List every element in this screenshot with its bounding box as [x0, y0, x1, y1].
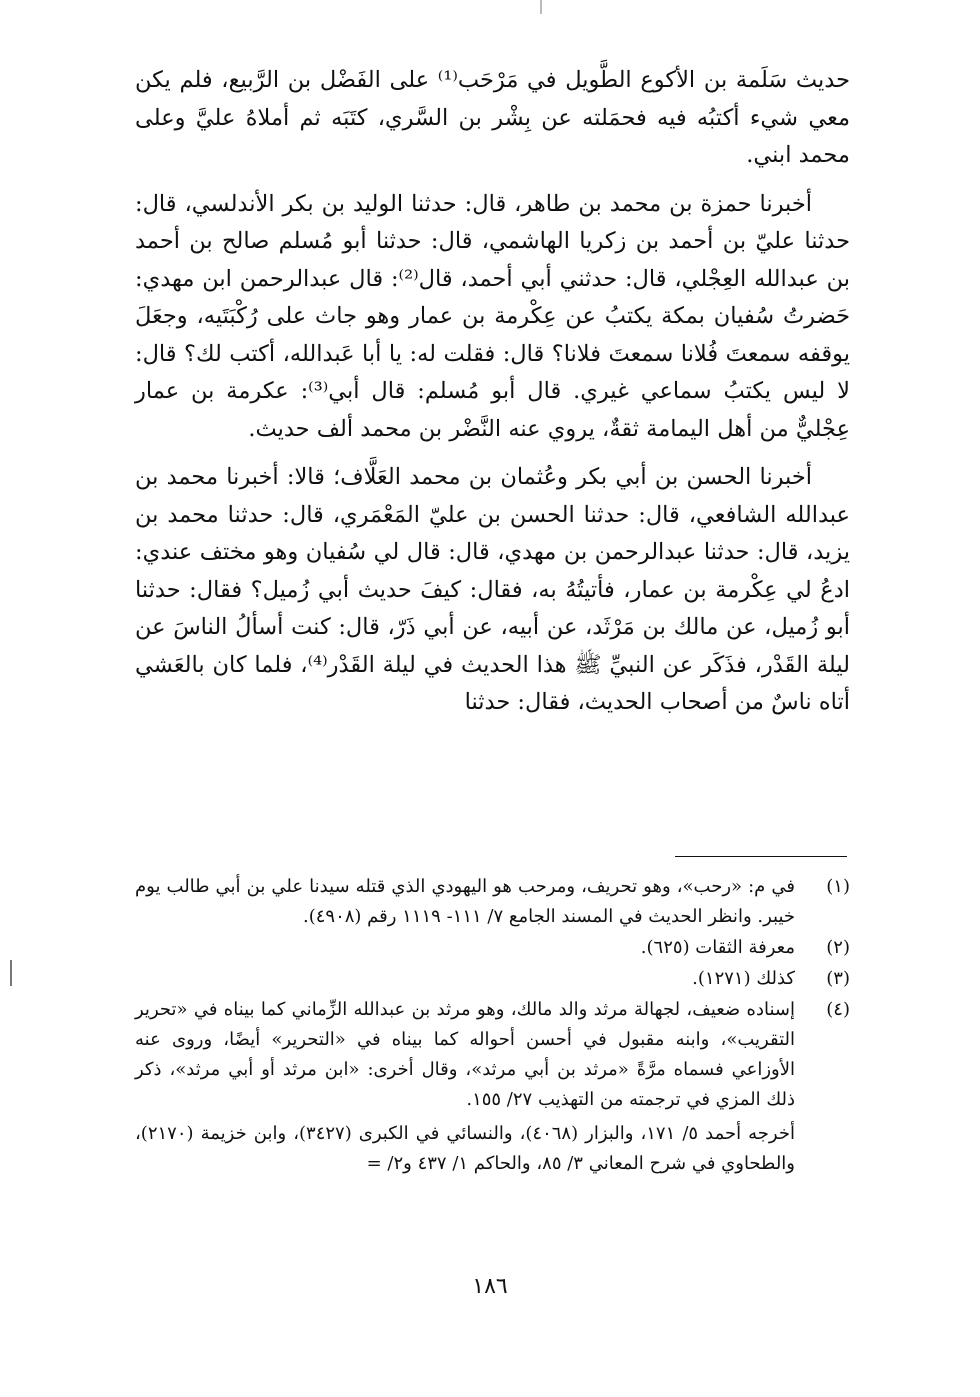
footnote-1 [135, 872, 850, 932]
footnote-number: (٢) [826, 937, 850, 958]
page-number: ١٨٦ [472, 1274, 508, 1299]
footnote-text: معرفة الثقات (٦٢٥). [640, 937, 795, 958]
scan-artifact-top [540, 0, 542, 14]
footnote-text: في م: «رحب»، وهو تحريف، ومرحب هو اليهودي الذي قتله سيدنا علي بن أبي طالب يوم خيبر. وانظر الحديث في المسند الجامع ٧/ ١١١- ١١١٩ رقم (٤٩٠٨). [135, 876, 795, 927]
paragraph-3: أخبرنا الحسن بن أبي بكر وعُثمان بن محمد العَلَّاف؛ قالا: أخبرنا محمد بن عبدالله الشافعي، قال: حدثنا الحسن بن عليّ المَعْمَري، قال: حدثنا محمد بن يزيد، قال: حدثنا عبدالرحمن بن مهدي، قال: قال لي سُفيان وهو مختف عندي: ادعُ لي عِكْرمة بن عمار، فأتيتُهُ به، فقال: كيفَ حديث أبي زُميل؟ فقال: حدثنا أبو زُميل، عن مالك بن مَرْثَد، عن أبيه، عن أبي ذَرّ، قال: كنت أسألُ الناسَ عن ليلة القَدْر، فذَكَر عن النبيِّ ﷺ هذا الحديث في ليلة القَدْر⁽⁴⁾، فلما كان بالعَشي أتاه ناسٌ من أصحاب الحديث، فقال: حدثنا [135, 464, 850, 715]
footnote-continuation: أخرجه أحمد ٥/ ١٧١، والبزار (٤٠٦٨)، والنسائي في الكبرى (٣٤٢٧)، وابن خزيمة (٢١٧٠)، والطحاوي في شرح المعاني ٣/ ٨٥، والحاكم ١/ ٤٣٧ و٢/ = [135, 1123, 795, 1174]
footnote-number: (١) [826, 876, 850, 897]
footnote-3 [135, 964, 850, 994]
footnote-number: (٤) [826, 999, 850, 1020]
paragraph-2: أخبرنا حمزة بن محمد بن طاهر، قال: حدثنا الوليد بن بكر الأندلسي، قال: حدثنا عليّ بن أحمد بن زكريا الهاشمي، قال: حدثنا أبو مُسلم صالح بن أحمد بن عبدالله العِجْلي، قال: حدثني أبي أحمد، قال⁽²⁾: قال عبدالرحمن ابن مهدي: حَضرتُ سُفيان بمكة يكتبُ عن عِكْرمة بن عمار وهو جاث على رُكْبَتَيه، وجعَلَ يوقفه سمعتَ فُلانا سمعتَ فلانا؟ قال: فقلت له: يا أبا عَبدالله، أكتب لك؟ قال: لا ليس يكتبُ سماعي غيري. قال أبو مُسلم: قال أبي⁽³⁾: عكرمة بن عمار عِجْليٌّ من أهل اليمامة ثقةٌ، يروي عنه النَّضْر بن محمد ألف حديث. [135, 190, 850, 442]
scan-artifact-left [10, 960, 12, 986]
footnote-text: إسناده ضعيف، لجهالة مرثد والد مالك، وهو مرثد بن عبدالله الزِّماني كما بيناه في «تحرير التقريب»، وابنه مقبول في أحسن أحواله كما بيناه في «التحرير» أيضًا، وروى عنه الأوزاعي فسماه مرَّةً «مرثد بن أبي مرثد»، وقال أخرى: «ابن مرثد أو أبي مرثد»، ذكر ذلك المزي في ترجمته من التهذيب ٢٧/ ١٥٥. [135, 999, 795, 1110]
footnote-separator [675, 856, 847, 857]
footnotes [135, 872, 850, 1180]
footnote-2 [135, 933, 850, 963]
footnote-4 [135, 995, 850, 1179]
footnote-text: كذلك (١٢٧١). [692, 968, 795, 989]
footnote-number: (٣) [826, 968, 850, 989]
main-text [135, 62, 850, 733]
paragraph-1: حديث سَلَمة بن الأكوع الطَّويل في مَرْحَب⁽¹⁾ على الفَضْل بن الرَّبيع، فلم يكن معي شيء أكتبُه فيه فحمَلته عن بِشْر بن السَّري، كتَبَه ثم أملاهُ عليَّ وعلى محمد ابني. [135, 67, 850, 168]
